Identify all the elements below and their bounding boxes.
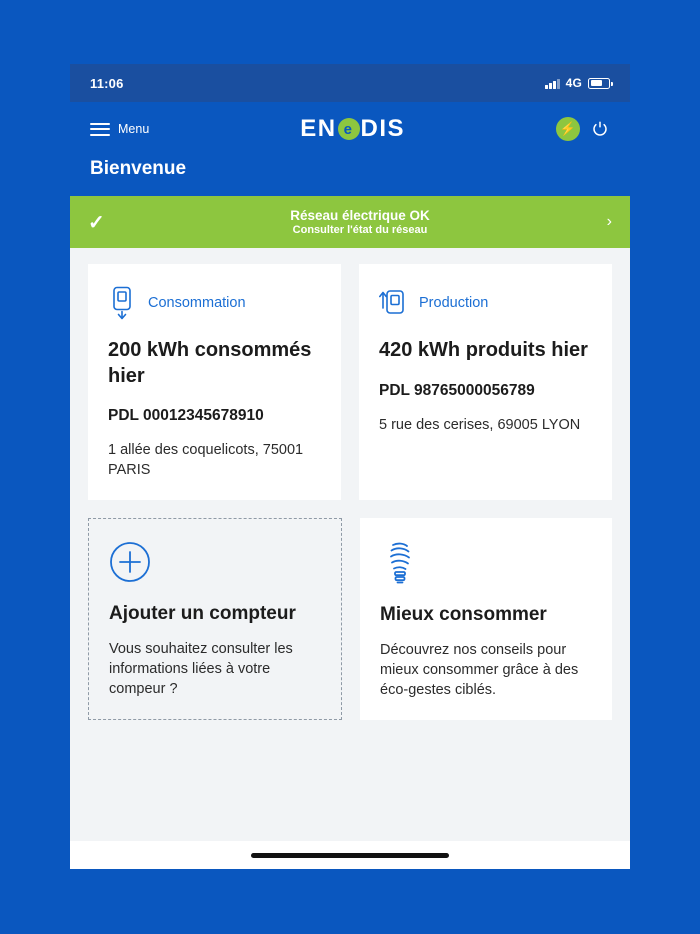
action-tiles-row (88, 518, 612, 720)
consumption-meter-icon (108, 286, 138, 320)
chevron-right-icon: › (606, 213, 612, 230)
signal-bars-icon (545, 78, 560, 89)
lightbulb-icon (380, 540, 592, 586)
network-type-label: 4G (565, 76, 582, 90)
power-icon[interactable] (590, 119, 610, 139)
plus-circle-icon (109, 541, 321, 583)
meter-cards-row (88, 264, 612, 500)
home-indicator[interactable] (70, 841, 630, 869)
production-card[interactable] (359, 264, 612, 500)
status-bar (70, 64, 630, 102)
battery-icon (588, 78, 610, 89)
menu-button-label: Menu (118, 122, 150, 136)
better-consumption-body: Découvrez nos conseils pour mieux consommer grâce à des éco-gestes ciblés. (380, 642, 579, 699)
consumption-address: 1 allée des coquelicots, 75001 PARIS (108, 442, 304, 478)
logo-dot: e (338, 118, 360, 140)
hamburger-menu-icon (90, 123, 110, 136)
menu-button[interactable] (90, 122, 149, 136)
header-actions (556, 117, 610, 141)
mobile-app-frame (70, 64, 630, 869)
production-address: 5 rue des cerises, 69005 LYON (379, 416, 581, 433)
consumption-card-category: Consommation (148, 295, 246, 311)
add-meter-body: Vous souhaitez consulter les informations liées à votre compeur ? (109, 641, 293, 698)
consumption-card-header (108, 286, 321, 320)
network-status-title: Réseau électrique OK (290, 208, 430, 223)
production-meter-icon (379, 286, 409, 320)
logo-text-before: EN (300, 115, 337, 142)
lightning-bolt-icon[interactable]: ⚡ (556, 117, 580, 141)
header-row (90, 112, 610, 146)
network-status-banner[interactable] (70, 196, 630, 248)
production-card-header (379, 286, 592, 320)
network-status-subtitle: Consulter l'état du réseau (292, 224, 428, 236)
add-meter-title: Ajouter un compteur (109, 603, 296, 625)
better-consumption-title: Mieux consommer (380, 604, 547, 626)
app-header (70, 102, 630, 196)
page-title: Bienvenue (90, 158, 187, 179)
network-status-text (128, 208, 592, 236)
status-bar-time: 11:06 (90, 75, 124, 91)
consumption-card[interactable] (88, 264, 341, 500)
production-card-category: Production (419, 295, 489, 311)
main-content (70, 248, 630, 841)
production-headline: 420 kWh produits hier (379, 339, 588, 361)
logo-text-after: DIS (360, 115, 406, 142)
consumption-headline: 200 kWh consommés hier (108, 339, 312, 387)
checkmark-icon: ✓ (88, 211, 105, 234)
better-consumption-tile[interactable] (360, 518, 612, 720)
add-meter-tile[interactable] (88, 518, 342, 720)
status-bar-indicators (545, 76, 610, 90)
enedis-logo (300, 117, 405, 141)
production-pdl: PDL 98765000056789 (379, 381, 535, 399)
consumption-pdl: PDL 00012345678910 (108, 407, 264, 425)
